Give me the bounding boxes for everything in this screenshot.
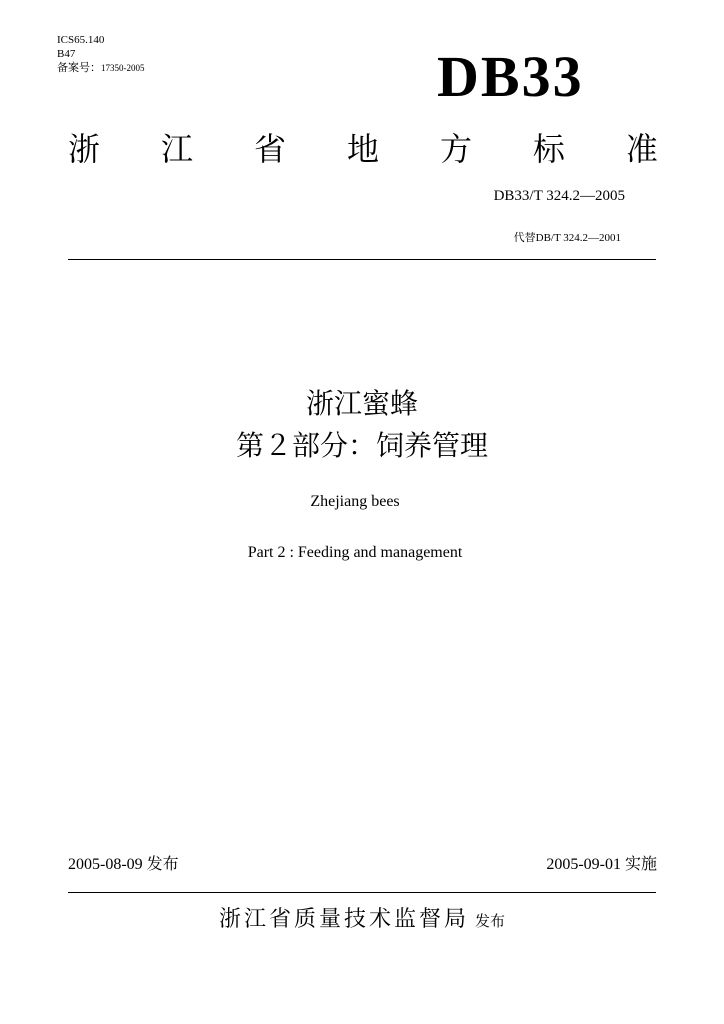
standard-title-char: 江 <box>160 130 193 168</box>
issuer-name: 浙江省质量技术监督局 <box>218 907 469 932</box>
standard-title-char: 浙 <box>68 130 101 168</box>
issuer-action: 发布 <box>475 912 506 930</box>
replaces-standard: 代替DB/T 324.2—2001 <box>513 232 621 244</box>
standard-title-char: 地 <box>346 130 379 168</box>
top-divider <box>68 259 656 260</box>
issue-date: 2005-08-09 发布 <box>68 856 179 873</box>
category-code: B47 <box>57 48 76 60</box>
effective-date: 2005-09-01 实施 <box>546 856 657 873</box>
standard-number: DB33/T 324.2—2005 <box>493 188 625 204</box>
english-subtitle: Part 2 : Feeding and management <box>247 544 463 561</box>
english-title: Zhejiang bees <box>310 493 400 510</box>
record-value: 17350-2005 <box>101 63 145 73</box>
record-number <box>57 61 145 75</box>
document-subtitle: 第２部分：饲养管理 <box>235 429 488 462</box>
issuing-authority <box>0 902 724 933</box>
bottom-divider <box>68 892 656 893</box>
record-label: 备案号： <box>57 62 101 74</box>
standard-type-title <box>68 127 658 171</box>
standard-title-char: 标 <box>532 130 565 168</box>
document-title: 浙江蜜蜂 <box>305 387 418 420</box>
standard-title-char: 准 <box>625 130 658 168</box>
db33-logo: DB33 <box>437 44 584 109</box>
standard-title-char: 省 <box>253 130 286 168</box>
ics-code: ICS65.140 <box>57 34 105 46</box>
document-metadata <box>57 33 145 75</box>
standard-title-char: 方 <box>439 130 472 168</box>
